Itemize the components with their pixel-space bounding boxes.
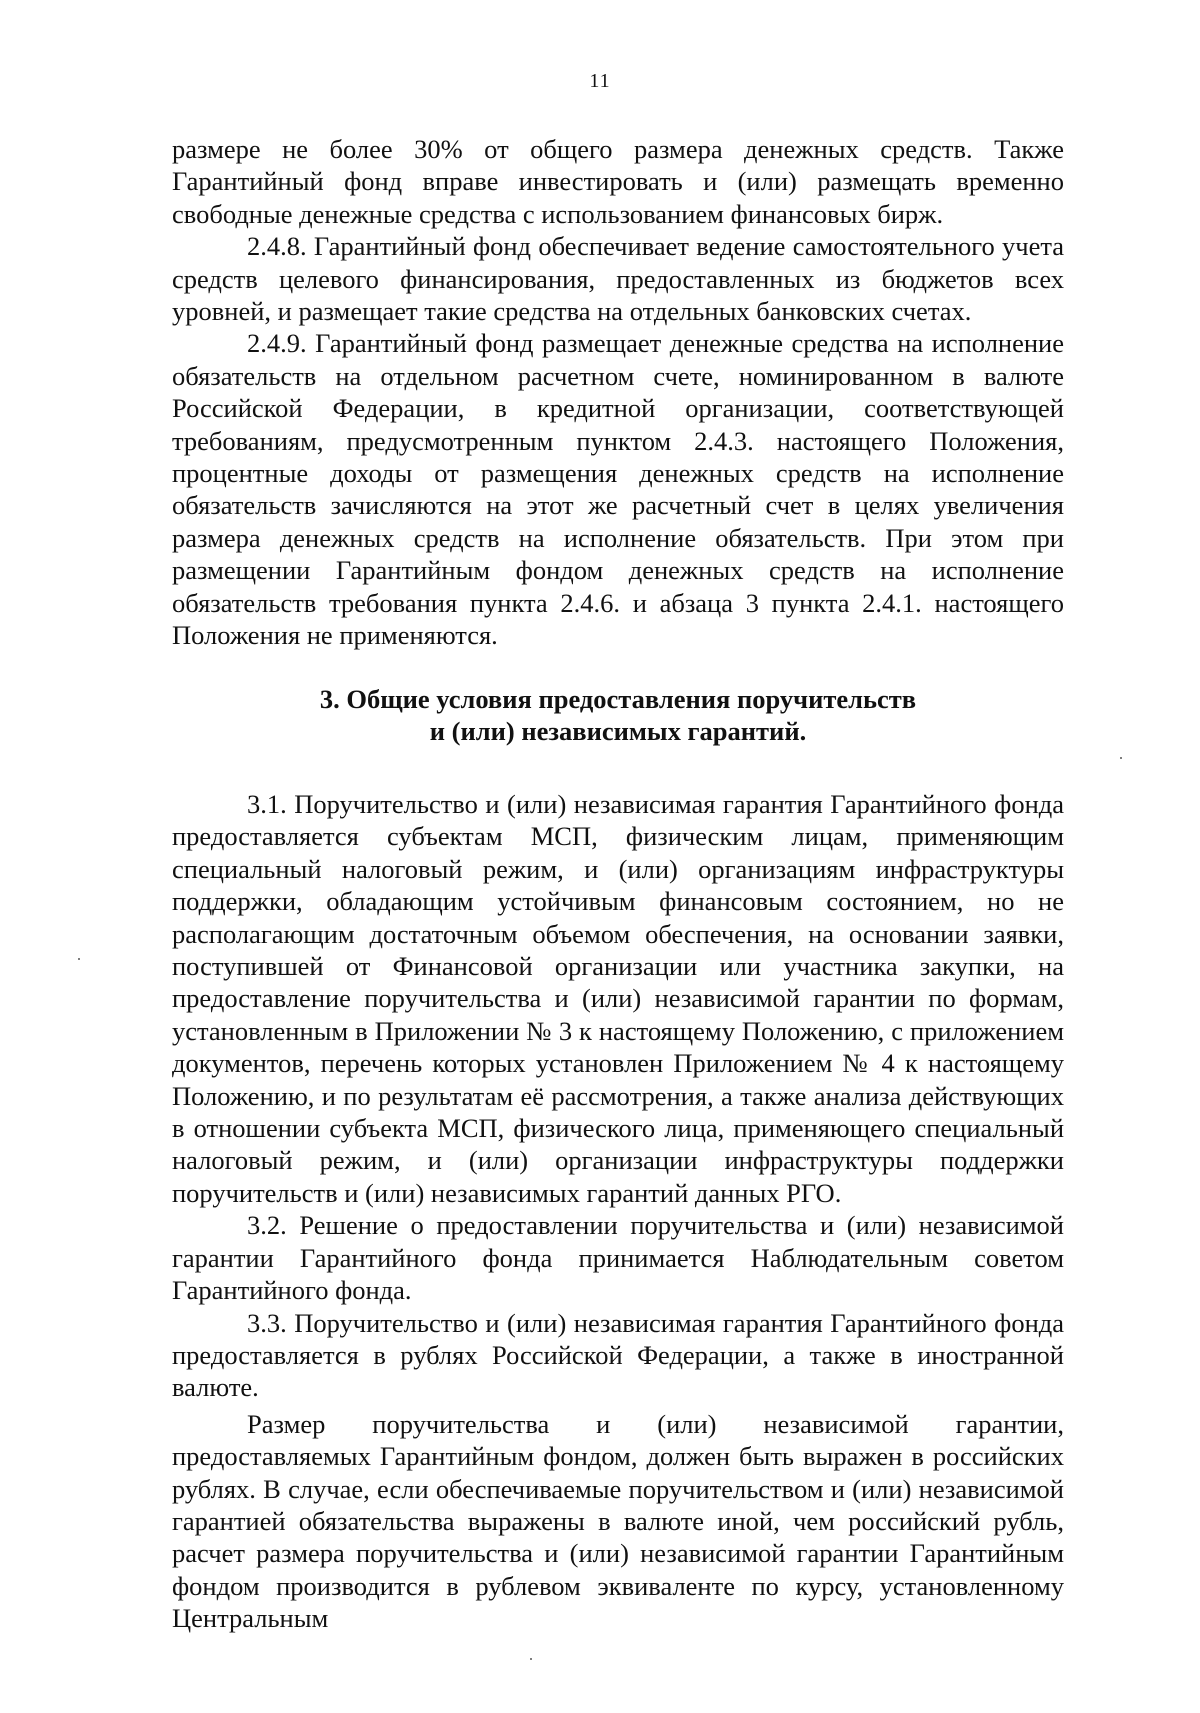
page-number: 11	[589, 70, 611, 92]
paragraph-continuation: размере не более 30% от общего размера денежных средств. Также Гарантийный фонд вправе инвестировать и (или) размещать временно свободные денежные средства с использованием финансовых бирж.	[172, 134, 1064, 229]
scan-speck	[78, 958, 80, 960]
top-paragraphs	[172, 133, 1064, 652]
paragraph-2-4-9: 2.4.9. Гарантийный фонд размещает денежные средства на исполнение обязательств на отдельном расчетном счете, номинированном в валюте Российской Федерации, в кредитной организации, соответствующей требованиям, предусмотренным пунктом 2.4.3. настоящего Положения, процентные доходы от размещения денежных средств на исполнение обязательств зачисляются на этот же расчетный счет в целях увеличения размера денежных средств на исполнение обязательств. При этом при размещении Гарантийным фондом денежных средств на исполнение обязательств требования пункта 2.4.6. и абзаца 3 пункта 2.4.1. настоящего Положения не применяются.	[172, 328, 1064, 651]
section-3-paragraphs	[172, 788, 1064, 1635]
paragraph-3-1: 3.1. Поручительство и (или) независимая гарантия Гарантийного фонда предоставляется субъектам МСП, физическим лицам, применяющим специальный налоговый режим, и (или) организациям инфраструктуры поддержки, обладающим устойчивым финансовым состоянием, но не располагающим достаточным объемом обеспечения, на основании заявки, поступившей от Финансовой организации или участника закупки, на предоставление поручительства и (или) независимой гарантии по формам, установленным в Приложении № 3 к настоящему Положению, с приложением документов, перечень которых установлен Приложением № 4 к настоящему Положению, и по результатам её рассмотрения, а также анализа действующих в отношении субъекта МСП, физического лица, применяющего специальный налоговый режим, и (или) организации инфраструктуры поддержки поручительств и (или) независимых гарантий данных РГО.	[172, 789, 1064, 1208]
section-heading-line-2: и (или) независимых гарантий.	[429, 716, 807, 747]
paragraph-3-2: 3.2. Решение о предоставлении поручительства и (или) независимой гарантии Гарантийного фонда принимается Наблюдательным советом Гарантийного фонда.	[172, 1210, 1064, 1306]
section-heading	[172, 683, 1064, 748]
paragraph-currency-size: Размер поручительства и (или) независимой гарантии, предоставляемых Гарантийным фондом, должен быть выражен в российских рублях. В случае, если обеспечиваемые поручительством и (или) независимой гарантией обязательства выражены в валюте иной, чем российский рубль, расчет размера поручительства и (или) независимой гарантии Гарантийным фондом производится в рублевом эквиваленте по курсу, установленному Центральным	[172, 1408, 1064, 1634]
paragraph-2-4-8: 2.4.8. Гарантийный фонд обеспечивает ведение самостоятельного учета средств целевого финансирования, предоставленных из бюджетов всех уровней, и размещает такие средства на отдельных банковских счетах.	[172, 231, 1064, 327]
scan-speck	[530, 1658, 532, 1660]
paragraph-3-3: 3.3. Поручительство и (или) независимая гарантия Гарантийного фонда предоставляется в рублях Российской Федерации, а также в иностранной валюте.	[172, 1307, 1064, 1403]
section-heading-line-1: 3. Общие условия предоставления поручительств	[319, 684, 917, 714]
scan-speck	[1120, 757, 1122, 759]
